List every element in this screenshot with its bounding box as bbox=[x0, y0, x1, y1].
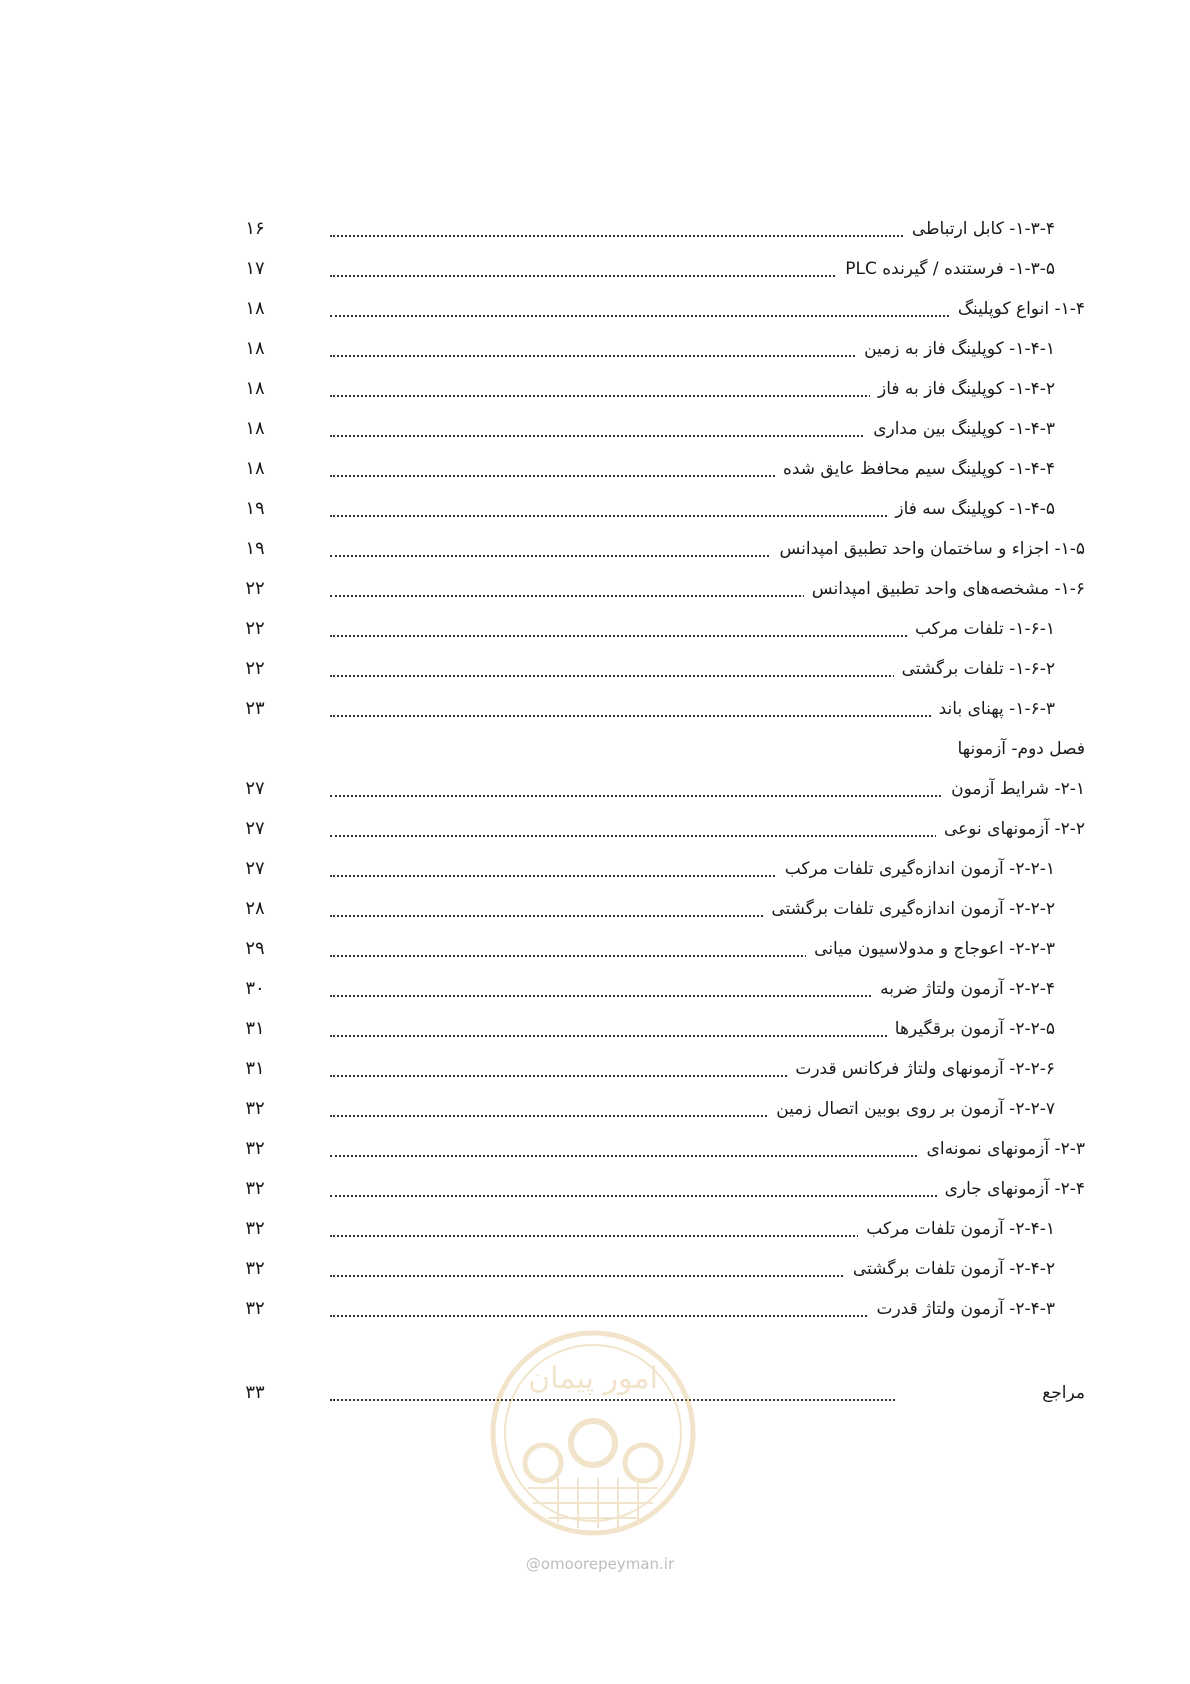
toc-row[interactable] bbox=[240, 974, 1085, 1014]
toc-entry-title: مراجع bbox=[1034, 1380, 1085, 1406]
toc-row[interactable] bbox=[240, 1054, 1085, 1094]
toc-page-number: ۳۱ bbox=[245, 1018, 265, 1039]
toc-entry-title: ۲-۴-۲- آزمون تلفات برگشتی bbox=[845, 1256, 1055, 1282]
toc-entry-title: ۱-۶- مشخصه‌های واحد تطبیق امپدانس bbox=[804, 576, 1085, 602]
toc-page-number: ۳۲ bbox=[245, 1178, 265, 1199]
toc-row[interactable] bbox=[240, 1014, 1085, 1054]
toc-row[interactable] bbox=[240, 334, 1085, 374]
toc-rows bbox=[240, 214, 1085, 1334]
toc-row[interactable] bbox=[240, 534, 1085, 574]
toc-page-number: ۱۸ bbox=[245, 418, 265, 439]
toc-row[interactable] bbox=[240, 1214, 1085, 1254]
toc-entry-title: ۱-۶-۱- تلفات مرکب bbox=[907, 616, 1055, 642]
toc-row[interactable] bbox=[240, 1174, 1085, 1214]
toc-entry-title: ۲-۲-۴- آزمون ولتاژ ضربه bbox=[872, 976, 1055, 1002]
toc-entry-title: ۱-۴-۳- کوپلینگ بین مداری bbox=[865, 416, 1055, 442]
toc-page-number: ۳۲ bbox=[245, 1258, 265, 1279]
toc-page-number: ۱۹ bbox=[245, 538, 265, 559]
toc-page-number: ۲۷ bbox=[245, 778, 265, 799]
toc-entry-title: ۲-۴-۳- آزمون ولتاژ قدرت bbox=[869, 1296, 1056, 1322]
toc-row[interactable] bbox=[240, 654, 1085, 694]
toc-page-number: ۲۳ bbox=[245, 698, 265, 719]
toc-entry-title: ۲-۲- آزمونهای نوعی bbox=[936, 816, 1085, 842]
toc-page-number: ۲۸ bbox=[245, 898, 265, 919]
toc-entry-title: ۲-۴-۱- آزمون تلفات مرکب bbox=[858, 1216, 1055, 1242]
toc-page-number: ۱۸ bbox=[245, 378, 265, 399]
toc-row[interactable] bbox=[240, 694, 1085, 734]
chapter-heading bbox=[240, 734, 1085, 774]
toc-page-number: ۳۲ bbox=[245, 1098, 265, 1119]
toc-row[interactable] bbox=[240, 814, 1085, 854]
toc-entry-title: ۱-۴-۲- کوپلینگ فاز به فاز bbox=[870, 376, 1055, 402]
toc-row[interactable] bbox=[240, 614, 1085, 654]
toc-page-number: ۲۹ bbox=[245, 938, 265, 959]
toc-row[interactable] bbox=[240, 214, 1085, 254]
toc-entry-title: ۱-۳-۴- کابل ارتباطی bbox=[904, 216, 1055, 242]
toc-row[interactable] bbox=[240, 414, 1085, 454]
toc-page-number: ۲۷ bbox=[245, 818, 265, 839]
toc-page-number: ۳۲ bbox=[245, 1218, 265, 1239]
toc-entry-title: ۲-۲-۵- آزمون برقگیرها bbox=[887, 1016, 1055, 1042]
toc-page-number: ۱۸ bbox=[245, 338, 265, 359]
watermark-site: @omoorepeyman.ir bbox=[525, 1555, 675, 1573]
toc-row[interactable] bbox=[240, 894, 1085, 934]
toc-page-number: ۱۸ bbox=[245, 458, 265, 479]
toc-entry-title: ۱-۶-۳- پهنای باند bbox=[931, 696, 1055, 722]
svg-text:امور پیمان: امور پیمان bbox=[528, 1361, 658, 1396]
toc-row[interactable] bbox=[240, 494, 1085, 534]
table-of-contents bbox=[240, 214, 1085, 1418]
toc-page-number: ۱۸ bbox=[245, 298, 265, 319]
toc-page-number: ۱۶ bbox=[245, 218, 265, 239]
toc-entry-title: ۱-۳-۵- فرستنده / گیرنده PLC bbox=[837, 256, 1055, 282]
toc-row[interactable] bbox=[240, 574, 1085, 614]
toc-entry-title: ۲-۴- آزمونهای جاری bbox=[937, 1176, 1085, 1202]
toc-entry-title: ۲-۲-۶- آزمونهای ولتاژ فرکانس قدرت bbox=[787, 1056, 1055, 1082]
toc-entry-title: ۱-۴- انواع کوپلینگ bbox=[950, 296, 1085, 322]
toc-entry-title: ۲-۲-۲- آزمون اندازه‌گیری تلفات برگشتی bbox=[763, 896, 1055, 922]
toc-entry-title: ۲-۱- شرایط آزمون bbox=[943, 776, 1085, 802]
toc-entry-title: ۱-۵- اجزاء و ساختمان واحد تطبیق امپدانس bbox=[771, 536, 1085, 562]
toc-entry-title: ۱-۴-۱- کوپلینگ فاز به زمین bbox=[856, 336, 1055, 362]
toc-row[interactable] bbox=[240, 774, 1085, 814]
toc-row[interactable] bbox=[240, 854, 1085, 894]
toc-entry-title: ۲-۳- آزمونهای نمونه‌ای bbox=[919, 1136, 1085, 1162]
toc-page-number: ۳۲ bbox=[245, 1138, 265, 1159]
toc-row[interactable] bbox=[240, 454, 1085, 494]
toc-row[interactable] bbox=[240, 294, 1085, 334]
toc-entry-title: ۲-۲-۳- اعوجاج و مدولاسیون میانی bbox=[806, 936, 1055, 962]
toc-page-number: ۲۲ bbox=[245, 578, 265, 599]
toc-page-number: ۳۰ bbox=[245, 978, 265, 999]
toc-row[interactable] bbox=[240, 1134, 1085, 1174]
toc-page-number: ۲۲ bbox=[245, 618, 265, 639]
toc-row[interactable] bbox=[240, 374, 1085, 414]
toc-row[interactable] bbox=[240, 934, 1085, 974]
toc-row[interactable] bbox=[240, 254, 1085, 294]
toc-entry-title: ۲-۲-۷- آزمون بر روی بوبین اتصال زمین bbox=[768, 1096, 1055, 1122]
toc-row[interactable] bbox=[240, 1094, 1085, 1134]
toc-row[interactable] bbox=[240, 1254, 1085, 1294]
toc-entry-title: فصل دوم- آزمونها bbox=[949, 736, 1085, 762]
toc-page-number: ۳۳ bbox=[245, 1382, 265, 1403]
toc-entry-title: ۲-۲-۱- آزمون اندازه‌گیری تلفات مرکب bbox=[777, 856, 1055, 882]
toc-entry-title: ۱-۶-۲- تلفات برگشتی bbox=[894, 656, 1055, 682]
toc-entry-title: ۱-۴-۵- کوپلینگ سه فاز bbox=[887, 496, 1055, 522]
toc-page-number: ۳۱ bbox=[245, 1058, 265, 1079]
toc-page-number: ۱۷ bbox=[245, 258, 265, 279]
watermark-logo bbox=[488, 1328, 698, 1538]
toc-page-number: ۳۲ bbox=[245, 1298, 265, 1319]
toc-page-number: ۲۷ bbox=[245, 858, 265, 879]
toc-entry-title: ۱-۴-۴- کوپلینگ سیم محافظ عایق شده bbox=[775, 456, 1055, 482]
toc-page-number: ۱۹ bbox=[245, 498, 265, 519]
toc-page-number: ۲۲ bbox=[245, 658, 265, 679]
